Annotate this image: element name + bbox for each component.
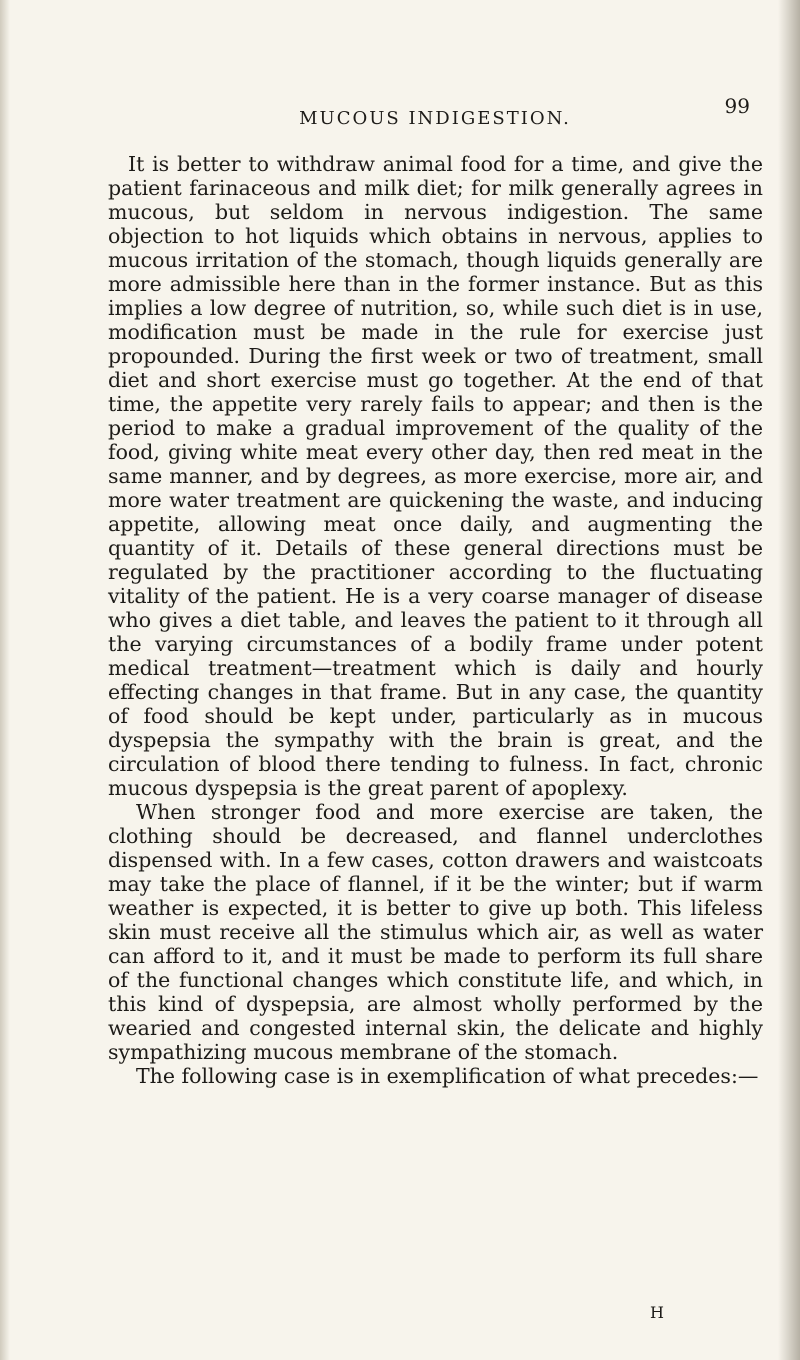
running-title: MUCOUS INDIGESTION.: [299, 108, 571, 129]
paragraph-2: When stronger food and more exercise are taken, the clothing should be decreased, and flannel underclothes dispensed with. In a few cases, cotton drawers and waistcoats may take the place of flannel, if it be the winter; but if warm weather is expected, it is better to give up both. This lifeless skin must receive all the stimulus which air, as well as water can afford to it, and it must be made to perform its full share of the functional changes which constitute life, and which, in this kind of dyspepsia, are almost wholly performed by the wearied and congested internal skin, the delicate and highly sympathizing mucous membrane of the stomach.: [108, 800, 763, 1064]
page-edge-left: [0, 0, 10, 1360]
body-text: [108, 152, 763, 1088]
page-header: [110, 94, 760, 138]
page-edge-shadow: [778, 0, 800, 1360]
page-number: 99: [724, 94, 750, 118]
signature-mark: H: [650, 1303, 665, 1322]
paragraph-3: The following case is in exemplification of what precedes:—: [136, 1064, 759, 1088]
paragraph-1: It is better to withdraw animal food for a time, and give the patient farinaceous and milk diet; for milk generally agrees in mucous, but seldom in nervous indigestion. The same objection to hot liquids which obtains in nervous, applies to mucous irritation of the stomach, though liquids generally are more admissible here than in the former instance. But as this implies a low degree of nutrition, so, while such diet is in use, modification must be made in the rule for exercise just propounded. During the first week or two of treatment, small diet and short exercise must go together. At the end of that time, the appetite very rarely fails to appear; and then is the period to make a gradual improvement of the quality of the food, giving white meat every other day, then red meat in the same manner, and by degrees, as more exercise, more air, and more water treatment are quickening the waste, and inducing appetite, allowing meat once daily, and augmenting the quantity of it. Details of these general directions must be regulated by the practitioner according to the fluctuating vitality of the patient. He is a very coarse manager of disease who gives a diet table, and leaves the patient to it through all the varying circumstances of a bodily frame under potent medical treatment—treatment which is daily and hourly effecting changes in that frame. But in any case, the quantity of food should be kept under, particularly as in mucous dyspepsia the sympathy with the brain is great, and the circulation of blood there tending to fulness. In fact, chronic mucous dyspepsia is the great parent of apoplexy.: [108, 152, 763, 800]
